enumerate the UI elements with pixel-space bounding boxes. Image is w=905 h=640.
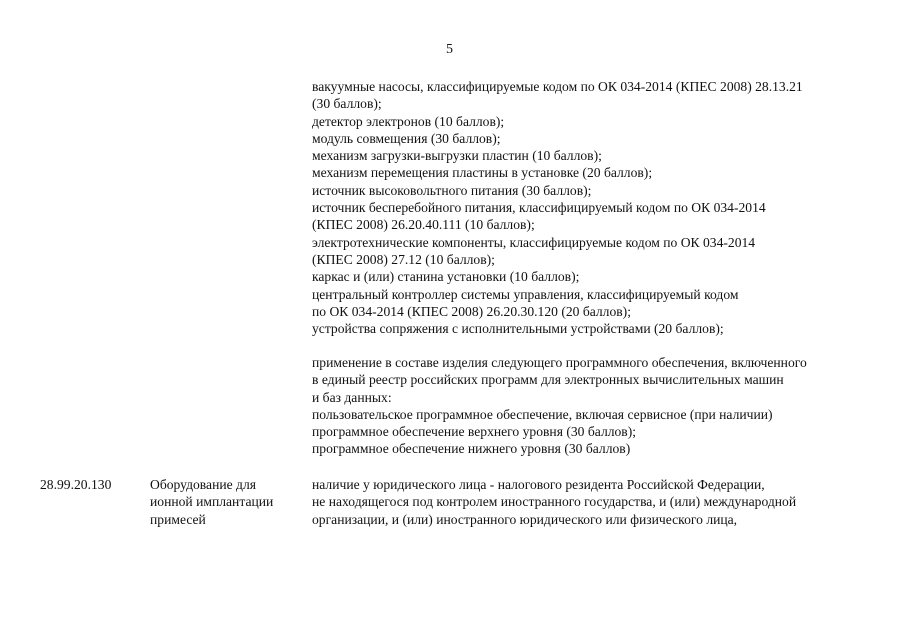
requirement-line: не находящегося под контролем иностранного государства, и (или) международной (312, 494, 797, 510)
product-code: 28.99.20.130 (40, 477, 112, 492)
requirements-list-hardware (312, 78, 892, 337)
requirement-line: электротехнические компоненты, классифицируемые кодом по ОК 034-2014 (312, 234, 756, 250)
requirement-line: устройства сопряжения с исполнительными устройствами (20 баллов); (312, 321, 724, 337)
requirement-line: (30 баллов); (312, 96, 382, 112)
requirement-line: по ОК 034-2014 (КПЕС 2008) 26.20.30.120 (20 баллов); (312, 303, 631, 319)
requirement-line: применение в составе изделия следующего программного обеспечения, включенного (312, 355, 807, 370)
product-name-line: примесей (150, 511, 206, 527)
requirement-line: источник высоковольтного питания (30 баллов); (312, 182, 592, 198)
requirement-line: центральный контроллер системы управления, классифицируемый кодом (312, 286, 739, 302)
requirements-list-software (312, 354, 892, 458)
requirement-line: каркас и (или) станина установки (10 баллов); (312, 269, 580, 285)
requirement-line: организации, и (или) иностранного юридического или физического лица, (312, 511, 738, 527)
product-name (150, 476, 273, 528)
requirement-line: (КПЕС 2008) 27.12 (10 баллов); (312, 251, 495, 267)
requirement-line: механизм перемещения пластины в установке (20 баллов); (312, 165, 653, 181)
requirement-line: источник бесперебойного питания, классифицируемый кодом по ОК 034-2014 (312, 200, 766, 216)
requirement-line: программное обеспечение нижнего уровня (30 баллов) (312, 441, 631, 457)
requirement-line: программное обеспечение верхнего уровня (30 баллов); (312, 424, 637, 440)
requirement-line: пользовательское программное обеспечение, включая сервисное (при наличии) (312, 406, 773, 422)
product-name-line: ионной имплантации (150, 494, 274, 510)
requirement-line: механизм загрузки-выгрузки пластин (10 баллов); (312, 148, 602, 164)
requirement-line: и баз данных: (312, 389, 392, 405)
product-name-line: Оборудование для (150, 477, 257, 492)
page-number: 5 (446, 42, 453, 57)
requirement-line: детектор электронов (10 баллов); (312, 113, 505, 129)
requirement-line: модуль совмещения (30 баллов); (312, 130, 501, 146)
requirement-line: в единый реестр российских программ для электронных вычислительных машин (312, 372, 784, 388)
requirement-line: вакуумные насосы, классифицируемые кодом по ОК 034-2014 (КПЕС 2008) 28.13.21 (312, 79, 803, 94)
requirement-line: наличие у юридического лица - налогового резидента Российской Федерации, (312, 477, 765, 492)
requirement-line: (КПЕС 2008) 26.20.40.111 (10 баллов); (312, 217, 535, 233)
requirements-list-legal (312, 476, 892, 528)
